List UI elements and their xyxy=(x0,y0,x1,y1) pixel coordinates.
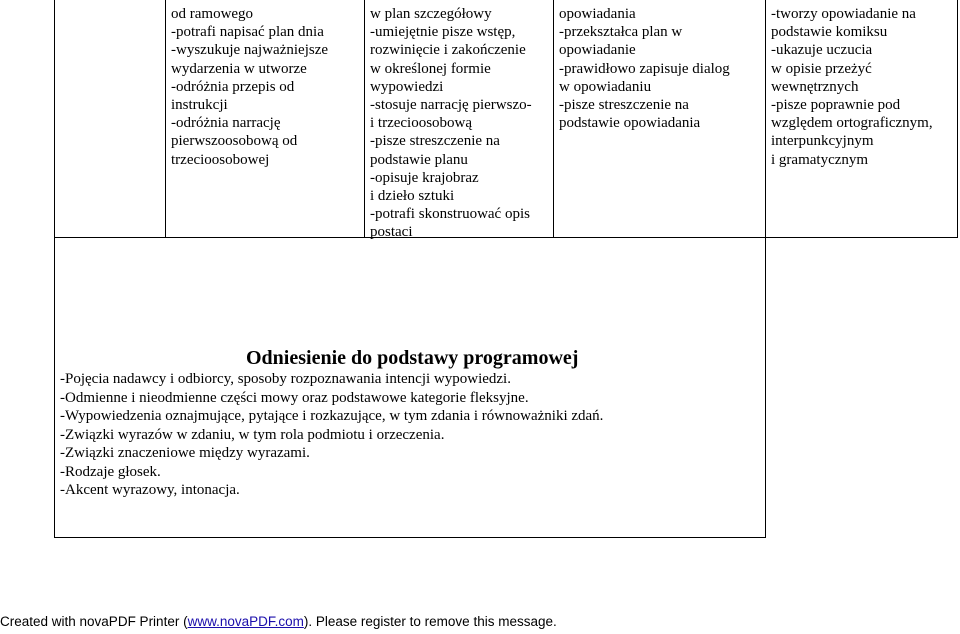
footer-suffix: ). Please register to remove this message. xyxy=(303,614,557,629)
reference-list xyxy=(60,370,760,500)
novapdf-link[interactable]: www.novaPDF.com xyxy=(187,614,304,629)
table-cell-col3 xyxy=(559,5,730,132)
cell-line: podstawie opowiadania xyxy=(559,115,701,132)
cell-line: interpunkcyjnym xyxy=(771,133,874,150)
cell-line: wydarzenia w utworze xyxy=(171,60,307,77)
table-border-bottom xyxy=(54,537,766,538)
cell-line: wypowiedzi xyxy=(370,78,444,95)
cell-line: -odróżnia przepis od xyxy=(171,78,295,95)
watermark-footer xyxy=(0,614,557,629)
cell-line: -pisze streszczenie na xyxy=(559,97,689,114)
cell-line: -opisuje krajobraz xyxy=(370,169,479,186)
table-cell-col2 xyxy=(370,5,532,242)
cell-line: instrukcji xyxy=(171,97,228,114)
cell-line: w opisie przeżyć xyxy=(771,60,872,77)
cell-line: -potrafi napisać plan dnia xyxy=(171,24,324,41)
cell-line: postaci xyxy=(370,224,413,241)
cell-line: -tworzy opowiadanie na xyxy=(771,6,916,22)
column-divider xyxy=(165,0,166,237)
cell-line: rozwinięcie i zakończenie xyxy=(370,42,526,59)
cell-line: od ramowego xyxy=(171,6,254,22)
cell-line: w określonej formie xyxy=(370,60,491,77)
column-divider xyxy=(765,0,766,538)
cell-line: i dzieło sztuki xyxy=(370,188,455,205)
cell-line: -wyszukuje najważniejsze xyxy=(171,42,329,59)
section-heading: Odniesienie do podstawy programowej xyxy=(246,347,579,369)
cell-line: -umiejętnie pisze wstęp, xyxy=(370,24,516,41)
cell-line: -pisze poprawnie pod xyxy=(771,97,901,114)
table-cell-col1 xyxy=(171,5,328,169)
cell-line: w plan szczegółowy xyxy=(370,6,492,22)
cell-line: opowiadanie xyxy=(559,42,636,59)
cell-line: -stosuje narrację pierwszo- xyxy=(370,97,532,114)
cell-line: pierwszoosobową od xyxy=(171,133,298,150)
cell-line: względem ortograficznym, xyxy=(771,115,933,132)
column-divider xyxy=(553,0,554,237)
cell-line: podstawie planu xyxy=(370,151,468,168)
table-cell-col4 xyxy=(771,5,933,169)
cell-line: i gramatycznym xyxy=(771,151,869,168)
cell-line: trzecioosobowej xyxy=(171,151,270,168)
list-item: -Odmienne i nieodmienne części mowy oraz podstawowe kategorie fleksyjne. xyxy=(60,389,529,406)
list-item: -Wypowiedzenia oznajmujące, pytające i rozkazujące, w tym zdania i równoważniki zdań. xyxy=(60,408,604,424)
cell-line: -pisze streszczenie na xyxy=(370,133,500,150)
cell-line: -odróżnia narrację xyxy=(171,115,281,132)
cell-line: -przekształca plan w xyxy=(559,24,683,41)
list-item: -Rodzaje głosek. xyxy=(60,463,161,480)
cell-line: -prawidłowo zapisuje dialog xyxy=(559,60,730,77)
cell-line: w opowiadaniu xyxy=(559,78,652,95)
cell-line: podstawie komiksu xyxy=(771,24,888,41)
cell-line: -potrafi skonstruować opis xyxy=(370,206,530,223)
list-item: -Związki wyrazów w zdaniu, w tym rola podmiotu i orzeczenia. xyxy=(60,426,445,443)
cell-line: -ukazuje uczucia xyxy=(771,42,873,59)
footer-prefix: Created with novaPDF Printer ( xyxy=(0,614,188,629)
cell-line: opowiadania xyxy=(559,6,636,22)
list-item: -Akcent wyrazowy, intonacja. xyxy=(60,482,240,498)
table-border-left xyxy=(54,0,55,538)
table-border-right xyxy=(957,0,958,237)
curriculum-reference-section xyxy=(60,346,760,500)
column-divider xyxy=(364,0,365,237)
cell-line: i trzecioosobową xyxy=(370,115,473,132)
list-item: -Pojęcia nadawcy i odbiorcy, sposoby rozpoznawania intencji wypowiedzi. xyxy=(60,371,511,387)
cell-line: wewnętrznych xyxy=(771,78,859,95)
list-item: -Związki znaczeniowe między wyrazami. xyxy=(60,445,310,461)
